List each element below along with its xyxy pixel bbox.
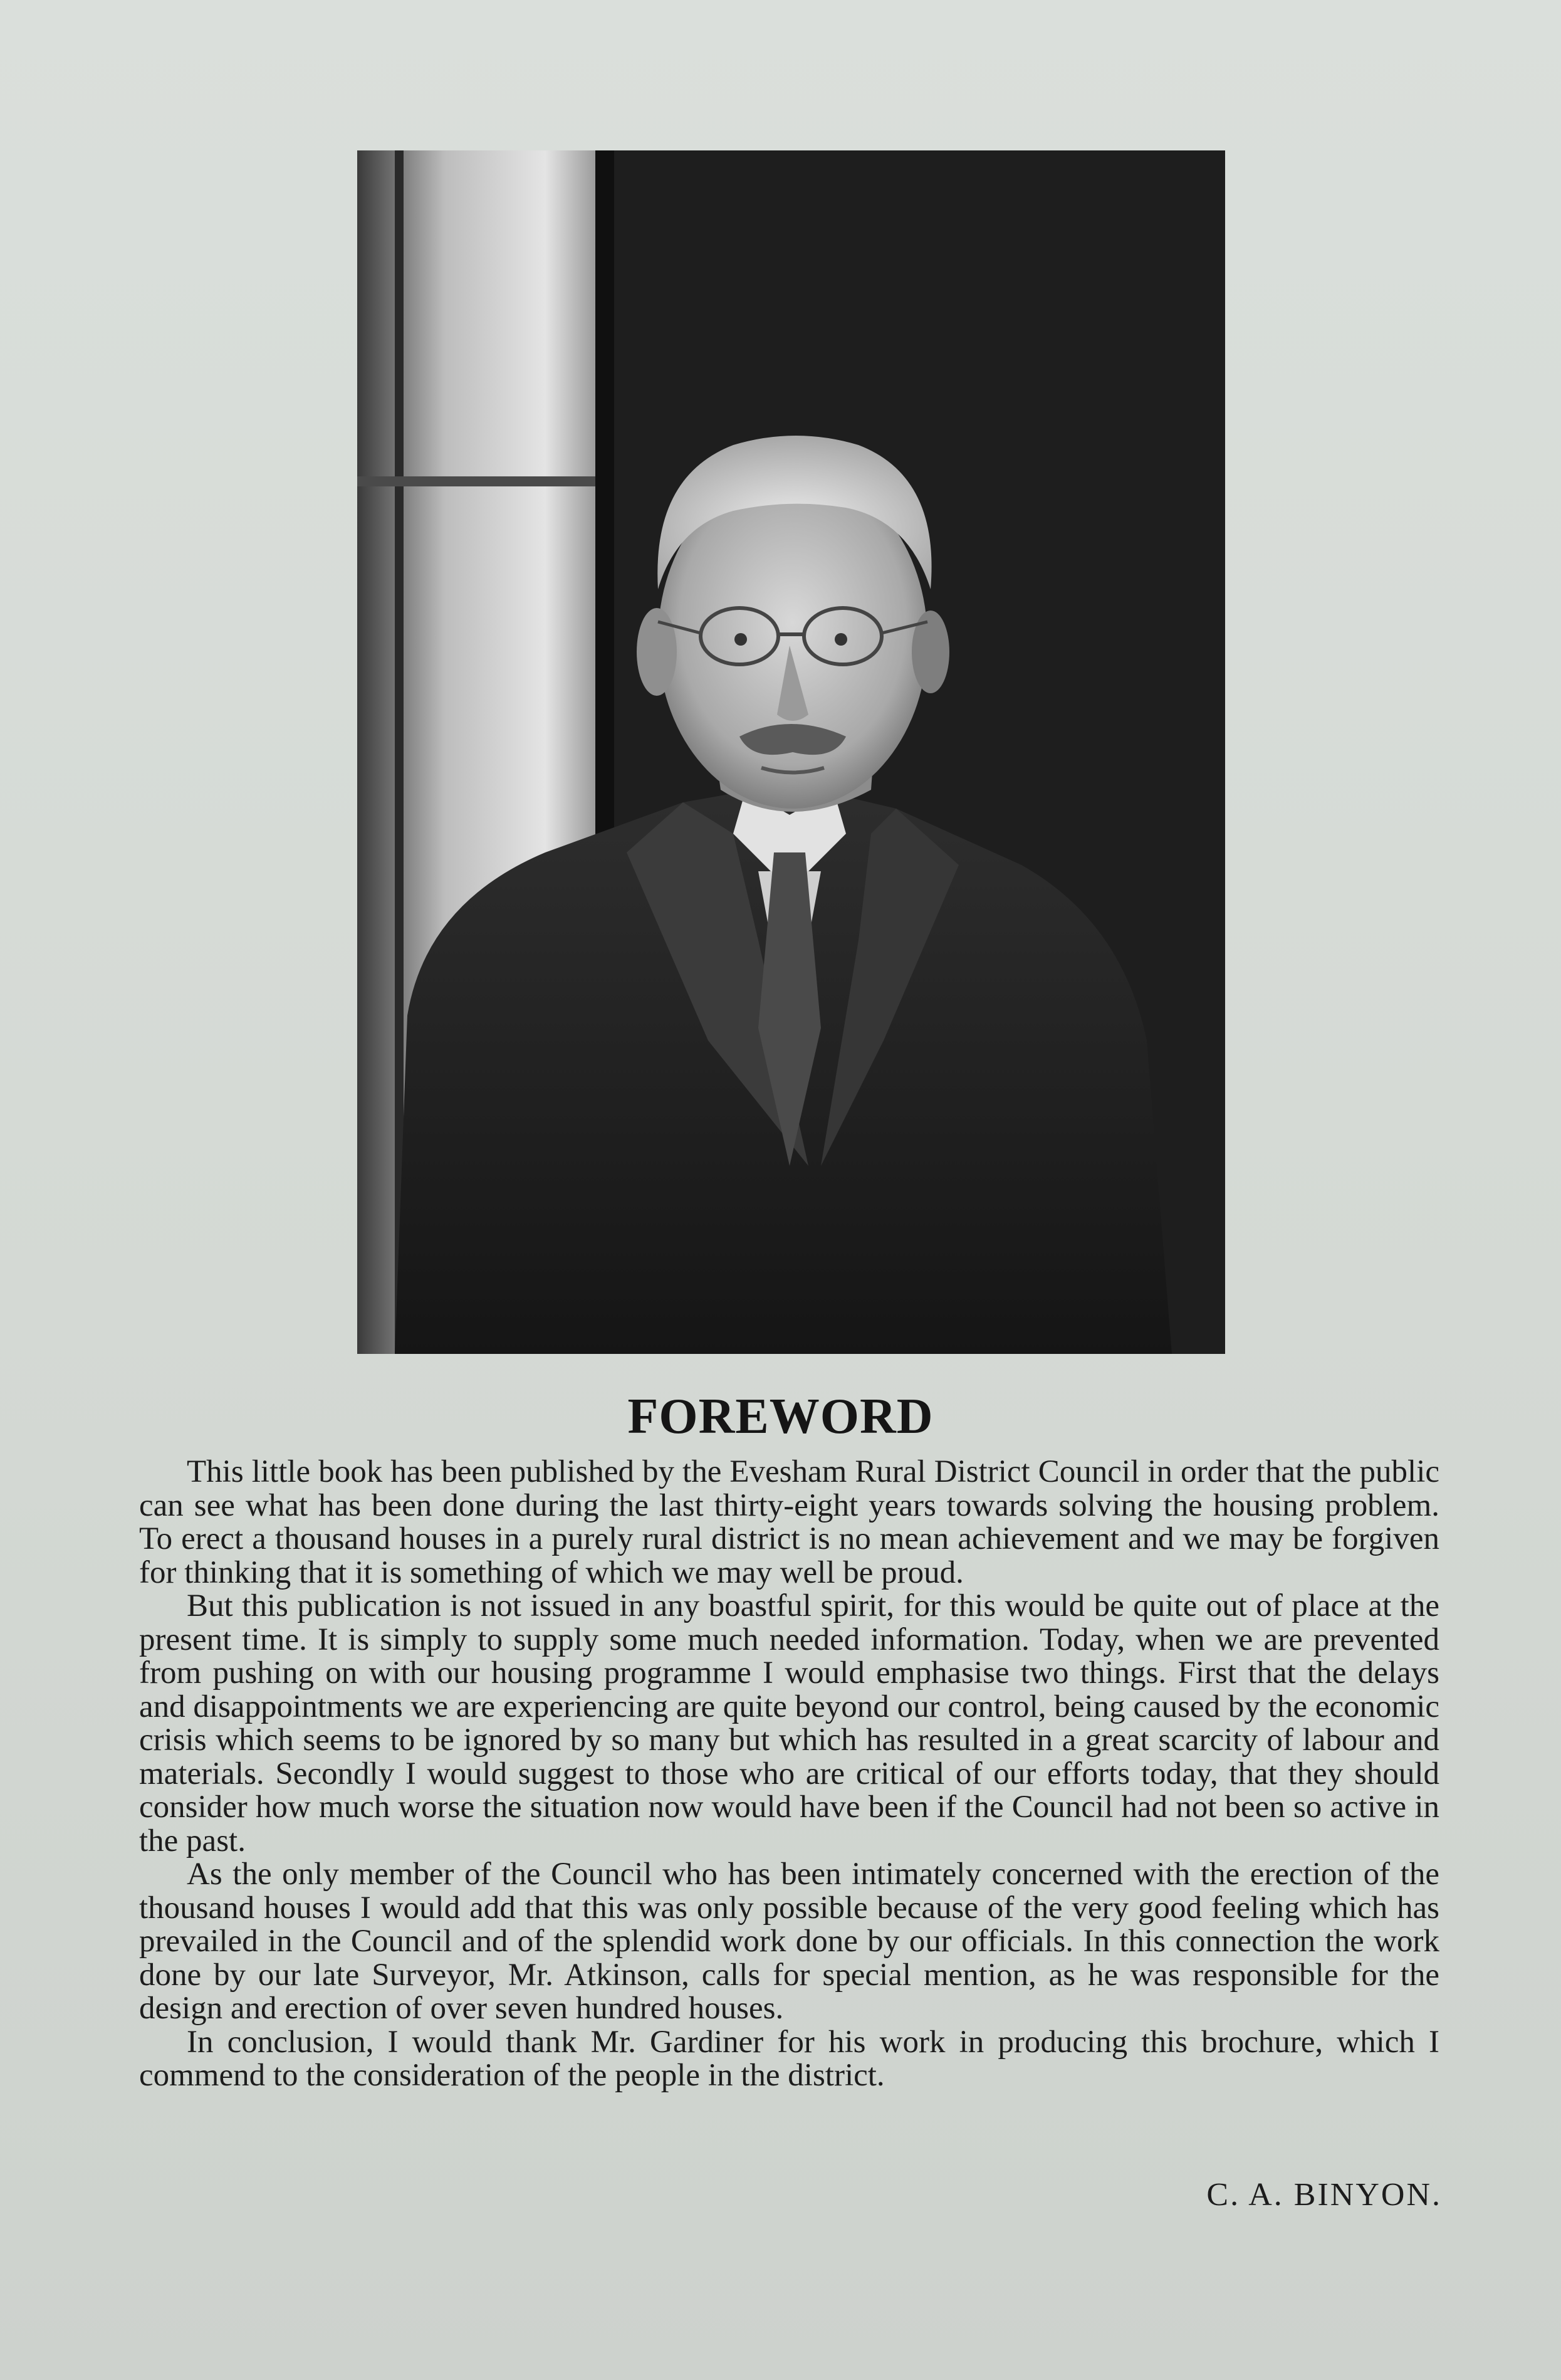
paragraph: As the only member of the Council who has been intimately concerned with the erection of the thousand houses I would add that this was only possible because of the very good feeling which has prevailed in the Council and of the splendid work done by our officials. In this connection the work done by our late Surveyor, Mr. Atkinson, calls for special mention, as he was responsible for the design and erection of over seven hundred houses. xyxy=(139,1857,1439,2026)
paragraph: This little book has been published by the Evesham Rural District Council in order that the public can see what has been done during the last thirty-eight years towards solving the housing problem. To erect a thousand houses in a purely rural district is no mean achievement and we may be forgiven for thinking that it is something of which we may well be proud. xyxy=(139,1454,1439,1590)
signature: C. A. BINYON. xyxy=(1206,2177,1442,2213)
foreword-body xyxy=(139,1455,1439,2093)
portrait-photograph xyxy=(357,150,1225,1354)
paragraph: But this publication is not issued in any boastful spirit, for this would be quite out of place at the present time. It is simply to supply some much needed information. Today, when we are prevented from pushing on with our housing programme I would emphasise two things. First that the delays and disappointments we are experiencing are quite beyond our control, being caused by the economic crisis which seems to be ignored by so many but which has resulted in a great scarcity of labour and materials. Secondly I would suggest to those who are critical of our efforts today, that they should consider how much worse the situation now would have been if the Council had not been so active in the past. xyxy=(139,1588,1439,1858)
foreword-heading: FOREWORD xyxy=(627,1389,934,1444)
paragraph: In conclusion, I would thank Mr. Gardiner for his work in producing this brochure, which I commend to the consideration of the people in the district. xyxy=(139,2024,1439,2093)
portrait-image xyxy=(357,150,1225,1354)
